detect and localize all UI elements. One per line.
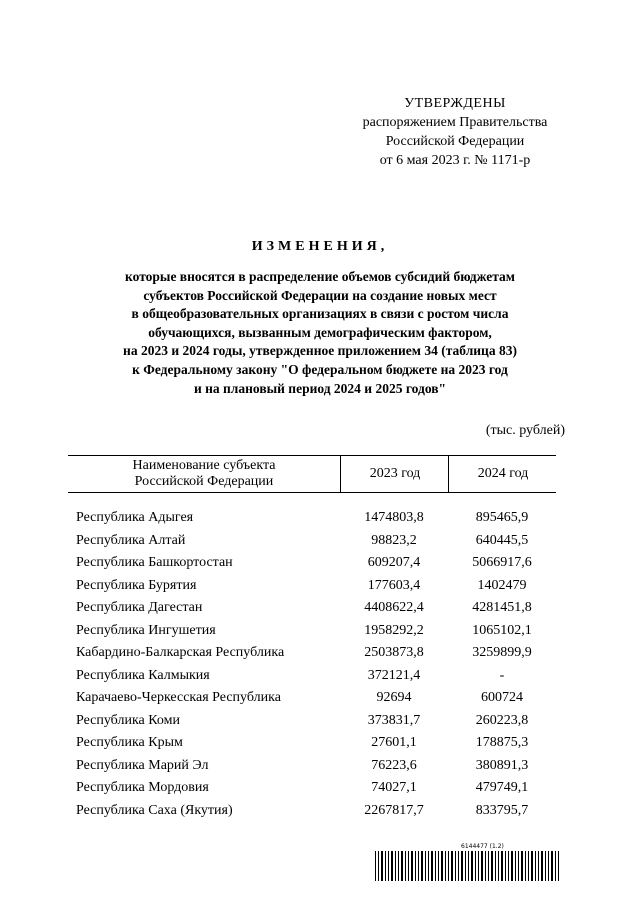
approval-title: УТВЕРЖДЕНЫ — [404, 96, 506, 111]
cell-2023-value: 2503873,8 — [364, 645, 424, 660]
table-row — [68, 711, 556, 734]
cell-2023-value: 372121,4 — [367, 667, 421, 683]
table-row — [68, 778, 556, 801]
cell-subject-name: Республика Крым — [76, 735, 183, 750]
cell-subject-name: Республика Мордовия — [76, 780, 209, 795]
cell-2023-value: 373831,7 — [367, 712, 421, 728]
subtitle-line: в общеобразовательных организациях в связи с ростом числа — [131, 306, 509, 322]
cell-subject-name: Республика Калмыкия — [76, 667, 210, 683]
cell-2024-value: 5066917,6 — [472, 555, 532, 570]
table-row — [68, 598, 556, 621]
header-subject-name — [68, 456, 340, 492]
header-2024: 2024 год — [448, 456, 557, 492]
cell-subject-name: Республика Адыгея — [76, 510, 194, 525]
cell-2024-value: 833795,7 — [475, 802, 529, 818]
subtitle-line: к Федеральному закону "О федеральном бюджете на 2023 год — [132, 361, 508, 377]
table-row — [68, 576, 556, 599]
document-subtitle — [60, 268, 580, 398]
table-row — [68, 756, 556, 779]
cell-2023-value: 92694 — [376, 690, 412, 705]
cell-2023-value: 76223,6 — [371, 757, 417, 773]
cell-subject-name: Республика Ингушетия — [76, 622, 216, 638]
cell-2023-value: 1958292,2 — [364, 622, 424, 638]
cell-subject-name: Республика Алтай — [76, 532, 186, 548]
subtitle-line: субъектов Российской Федерации на создание новых мест — [143, 287, 497, 303]
cell-2023-value: 2267817,7 — [364, 802, 424, 818]
cell-2023-value: 1474803,8 — [364, 510, 424, 525]
cell-subject-name: Республика Марий Эл — [76, 757, 209, 773]
table-body — [68, 508, 556, 823]
cell-2024-value: 1065102,1 — [472, 622, 532, 638]
approval-line-1: распоряжением Правительства — [362, 115, 548, 130]
table-row — [68, 643, 556, 666]
cell-2024-value: 4281451,8 — [472, 600, 532, 615]
cell-2024-value: 640445,5 — [475, 532, 529, 548]
cell-2023-value: 98823,2 — [371, 532, 417, 548]
subtitle-line: и на плановый период 2024 и 2025 годов" — [193, 380, 447, 396]
table-header — [68, 455, 556, 493]
cell-2023-value: 74027,1 — [371, 780, 417, 795]
cell-2023-value: 609207,4 — [367, 555, 421, 570]
table-row — [68, 666, 556, 689]
cell-2024-value: 380891,3 — [475, 757, 529, 773]
table-row — [68, 801, 556, 824]
approval-block — [340, 94, 570, 170]
cell-2024-value: 178875,3 — [475, 735, 529, 750]
cell-2024-value: 1402479 — [477, 577, 527, 593]
header-name-line-2: Российской Федерации — [134, 474, 274, 489]
cell-2024-value: - — [499, 667, 505, 683]
cell-2024-value: 600724 — [481, 690, 523, 705]
subtitle-line: которые вносятся в распределение объемов субсидий бюджетам — [125, 269, 515, 284]
document-title: ИЗМЕНЕНИЯ, — [251, 239, 389, 254]
table-row — [68, 688, 556, 711]
barcode-text: 6144477 (1.2) — [461, 843, 504, 850]
header-name-line-1: Наименование субъекта — [132, 458, 276, 473]
cell-2023-value: 4408622,4 — [364, 600, 424, 615]
table-row — [68, 531, 556, 554]
cell-subject-name: Республика Дагестан — [76, 600, 203, 615]
subtitle-line: обучающихся, вызванным демографическим фактором, — [148, 324, 492, 340]
table-row — [68, 621, 556, 644]
cell-subject-name: Кабардино-Балкарская Республика — [76, 645, 285, 660]
units-label: (тыс. рублей) — [485, 423, 565, 438]
approval-line-2: Российской Федерации — [385, 134, 525, 149]
table-row — [68, 553, 556, 576]
cell-subject-name: Республика Башкортостан — [76, 555, 233, 570]
cell-2024-value: 479749,1 — [475, 780, 529, 795]
header-2023: 2023 год — [340, 456, 449, 492]
cell-subject-name: Карачаево-Черкесская Республика — [76, 690, 281, 705]
cell-2024-value: 260223,8 — [475, 712, 529, 728]
cell-2023-value: 27601,1 — [371, 735, 417, 750]
subtitle-line: на 2023 и 2024 годы, утвержденное приложением 34 (таблица 83) — [123, 343, 517, 359]
cell-subject-name: Республика Коми — [76, 712, 180, 728]
cell-2024-value: 3259899,9 — [472, 645, 532, 660]
approval-line-3: от 6 мая 2023 г. № 1171-р — [379, 153, 531, 168]
table-row — [68, 508, 556, 531]
table-row — [68, 733, 556, 756]
cell-2024-value: 895465,9 — [475, 510, 529, 525]
cell-2023-value: 177603,4 — [367, 577, 421, 593]
cell-subject-name: Республика Саха (Якутия) — [76, 802, 233, 818]
cell-subject-name: Республика Бурятия — [76, 577, 197, 593]
barcode-image — [375, 851, 563, 881]
